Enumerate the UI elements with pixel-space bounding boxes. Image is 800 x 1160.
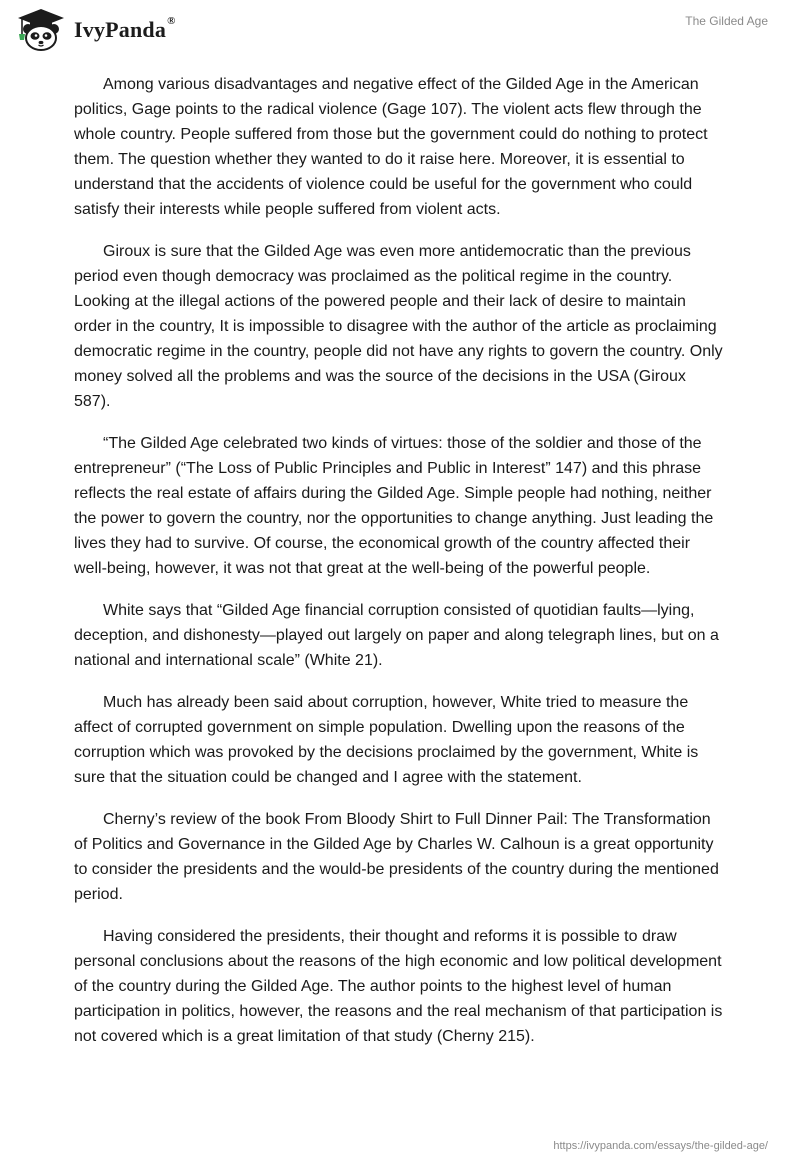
brand-logo[interactable] [14, 8, 176, 52]
document-title: The Gilded Age [685, 14, 768, 28]
graduation-panda-icon [14, 8, 68, 52]
brand-name [74, 17, 176, 43]
page-header [0, 0, 800, 60]
paragraph-4: White says that “Gilded Age financial corruption consisted of quotidian faults—lying, deception, and dishonesty—played out largely on paper and along telegraph lines, but on a national and international scale” (White 21). [74, 602, 719, 669]
paragraph-3: “The Gilded Age celebrated two kinds of virtues: those of the soldier and those of the entrepreneur” (“The Loss of Public Principles and Public in Interest” 147) and this phrase reflects the real estate of affairs during the Gilded Age. Simple people had nothing, neither the power to govern the country, nor the opportunities to change anything. Just leading the lives they had to survive. Of course, the economical growth of the country affected their well-being, however, it was not that great at the well-being of the powerful people. [74, 435, 714, 577]
paragraph-7: Having considered the presidents, their thought and reforms it is possible to draw personal conclusions about the reasons of the high economic and low political development of the country during the Gilded Age. The author points to the highest level of human participation in politics, however, the reasons and the real mechanism of that participation is not covered which is a great limitation of that study (Cherny 215). [74, 928, 723, 1045]
paragraph-5: Much has already been said about corruption, however, White tried to measure the affect of corrupted government on simple population. Dwelling upon the reasons of the corruption which was provoked by the decisions proclaimed by the government, White is sure that the situation could be changed and I agree with the statement. [74, 694, 699, 786]
essay-body [74, 72, 726, 1066]
brand-name-label: IvyPanda [74, 17, 167, 42]
source-url-link[interactable]: https://ivypanda.com/essays/the-gilded-age/ [553, 1140, 768, 1152]
paragraph-6: Cherny’s review of the book From Bloody Shirt to Full Dinner Pail: The Transformation of Politics and Governance in the Gilded Age by Charles W. Calhoun is a great opportunity to consider the presidents and the would-be presidents of the country during the mentioned period. [74, 811, 719, 903]
paragraph-1: Among various disadvantages and negative effect of the Gilded Age in the American politics, Gage points to the radical violence (Gage 107). The violent acts flew through the whole country. People suffered from those but the government could do nothing to protect them. The question whether they wanted to do it raise here. Moreover, it is essential to understand that the accidents of violence could be useful for the government who could satisfy their interests while people suffered from violent acts. [74, 76, 708, 218]
registered-mark: ® [167, 15, 176, 27]
paragraph-2: Giroux is sure that the Gilded Age was even more antidemocratic than the previous period even though democracy was proclaimed as the political regime in the country. Looking at the illegal actions of the powered people and their lack of desire to maintain order in the country, It is impossible to disagree with the author of the article as proclaiming democratic regime in the country, people did not have any rights to govern the country. Only money solved all the problems and was the source of the decisions in the USA (Giroux 587). [74, 243, 723, 410]
